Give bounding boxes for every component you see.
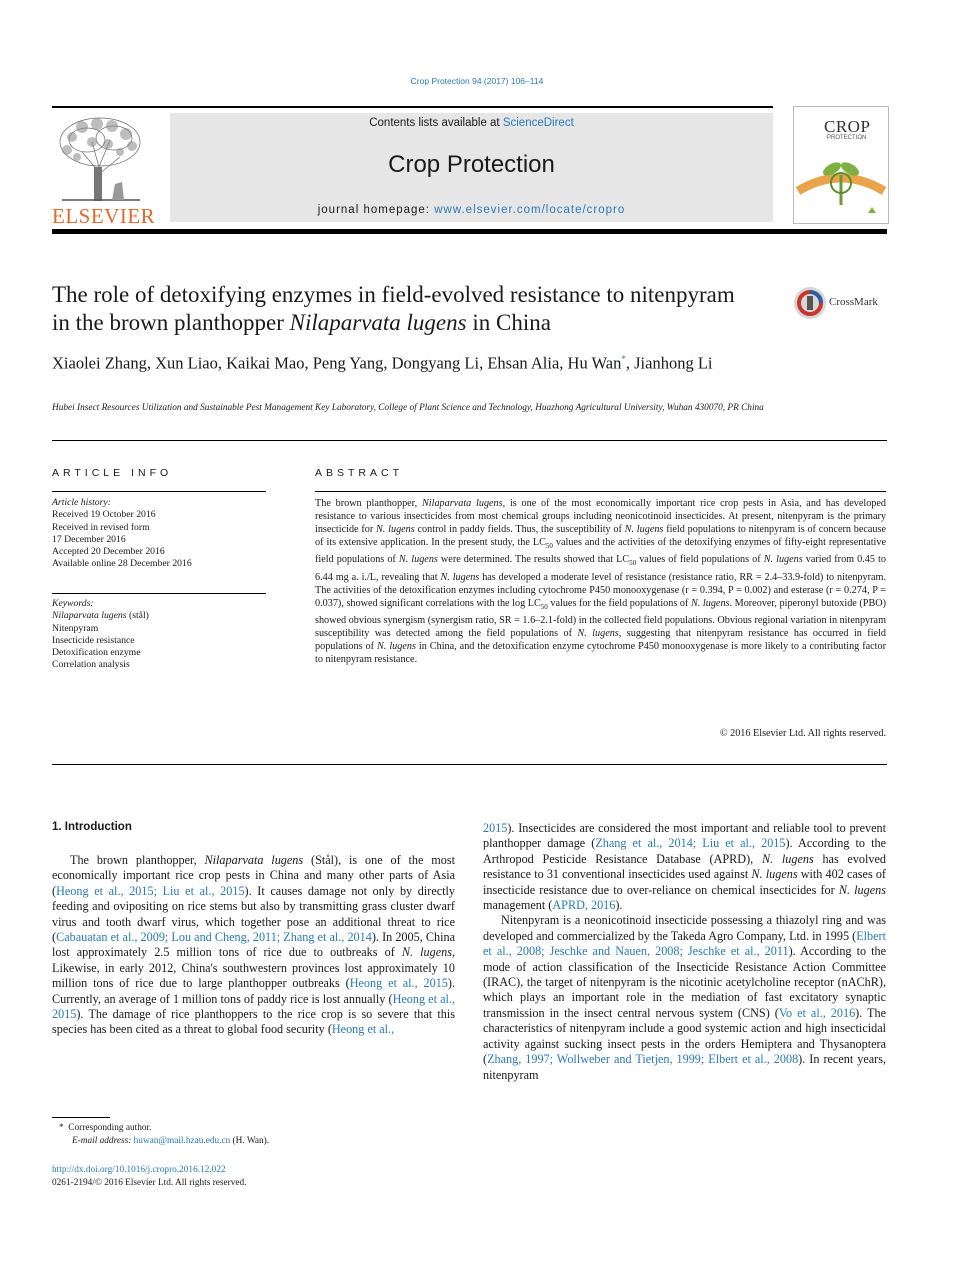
email-link[interactable]: huwan@mail.hzau.edu.cn: [133, 1135, 231, 1146]
authors-text: Xiaolei Zhang, Xun Liao, Kaikai Mao, Peng Yang, Dongyang Li, Ehsan Alia, Hu Wan: [52, 353, 622, 373]
journal-cover: [793, 106, 889, 224]
corresponding-author-mark[interactable]: *: [621, 354, 626, 364]
article-info-rule: [52, 491, 266, 492]
history-label: Article history:: [52, 497, 111, 508]
keyword-item: Detoxification enzyme: [52, 647, 141, 659]
keyword-authority: (stål): [126, 610, 149, 622]
history-item: Available online 28 December 2016: [52, 558, 192, 570]
cover-seedling-icon: [794, 145, 888, 223]
footnote: [52, 1122, 452, 1147]
keywords-label: Keywords:: [52, 598, 94, 609]
footnote-corresponding-text: Corresponding author.: [68, 1123, 152, 1133]
crossmark-badge[interactable]: [793, 286, 893, 322]
abstract-rule: [315, 491, 886, 492]
footnote-mark: *: [58, 1123, 64, 1133]
article-info-heading: ARTICLE INFO: [52, 467, 173, 479]
introduction-heading: 1. Introduction: [52, 821, 132, 833]
homepage-line: [170, 204, 773, 216]
contents-line: [170, 117, 773, 129]
keyword-item: Nitenpyram: [52, 622, 99, 634]
citation-link[interactable]: Zhang, 1997; Wollweber and Tietjen, 1999; Elbert et al., 2008: [487, 1052, 799, 1067]
citation-link[interactable]: Heong et al., 2015; Liu et al., 2015: [56, 883, 245, 898]
cover-subtitle: PROTECTION: [827, 135, 867, 141]
cover-title: CROP: [824, 117, 871, 136]
footnote-email: [52, 1135, 452, 1148]
affiliation-rule: [52, 440, 887, 441]
citation-link[interactable]: APRD, 2016: [552, 898, 616, 913]
article-history: [52, 497, 262, 571]
intro-paragraph-2: Nitenpyram is a neonicotinoid insecticide possessing a thiazolyl ring and was developed and commercialized by the Takeda Agro Company, Ltd. in 1995 (Elbert et al., 2008; Jeschke and Nauen, 2008; Jeschke et al., 2011). According to the mode of action classification of the Insecticide Resistance Action Committee (IRAC), the target of nitenpyram is the nicotinic acetylcholine receptor (nAChR), which plays an important role in the mediation of fast excitatory synaptic transmission in the insect central nervous system (CNS) (Vo et al., 2016). The characteristics of nitenpyram include a good systemic action and high insecticidal activity against sucking insect pests in the orders Hemiptera and Thysanoptera (Zhang, 1997; Wollweber and Tietjen, 1999; Elbert et al., 2008). In recent years, nitenpyram: [483, 913, 886, 1082]
keyword-item: [52, 610, 262, 622]
email-suffix: (H. Wan).: [230, 1135, 270, 1146]
email-label: E-mail address:: [72, 1135, 134, 1146]
authors-text-end: , Jianhong Li: [625, 353, 713, 373]
elsevier-logo: [52, 112, 156, 228]
citation-link[interactable]: Vo et al., 2016: [778, 1005, 856, 1020]
homepage-prefix: journal homepage:: [317, 204, 435, 216]
keyword-item: Insecticide resistance: [52, 634, 135, 646]
abstract-copyright: © 2016 Elsevier Ltd. All rights reserved.: [719, 728, 886, 739]
intro-paragraph-1-cont: 2015). Insecticides are considered the most important and reliable tool to prevent planthopper damage (Zhang et al., 2014; Liu et al., 2015). According to the Arthropod Pesticide Resistance Database (APRD), N. lugens has evolved resistance to 31 conventional insecticides used against N. lugens with 402 cases of insecticide resistance due to over-reliance on chemical insecticides for N. lugens management (APRD, 2016).: [483, 821, 887, 913]
title-species: Nilaparvata lugens: [289, 310, 467, 335]
title-text-end: in China: [466, 310, 551, 335]
keywords-rule: [52, 593, 266, 594]
citation-link[interactable]: Cabauatan et al., 2009; Lou and Cheng, 2011; Zhang et al., 2014: [56, 930, 372, 945]
journal-reference[interactable]: Crop Protection 94 (2017) 106–114: [410, 76, 544, 86]
abstract-bottom-rule: [52, 764, 887, 765]
crossmark-icon: [793, 286, 827, 320]
doi-block: [52, 1164, 452, 1190]
citation-link[interactable]: Elbert et al., 2008; Jeschke and Nauen, 2008; Jeschke et al., 2011: [483, 928, 886, 959]
history-item: Received 19 October 2016: [52, 509, 156, 521]
contents-prefix: Contents lists available at: [369, 117, 503, 129]
citation-link[interactable]: Heong et al., 2015: [349, 976, 448, 991]
abstract-text: The brown planthopper, Nilaparvata lugens, is one of the most economically important rice crop pests in Asia, and has developed resistance to various insecticides from most chemical groups including neonicotinoid insecticides. At present, nitenpyram is the primary insecticide for N. lugens control in paddy fields. Thus, the susceptibility of N. lugens field populations to nitenpyram is of concern because of its extensive application. In the present study, the $LC_{50}$ values and the activities of the detoxifying enzymes of fifty-eight representative field populations of N. lugens were determined. The results showed that $LC_{50}$ values of field populations of N. lugens varied from 0.45 to 6.44 mg a. i./L, revealing that N. lugens has developed a moderate level of resistance (resistance ratio, RR = 2.4–33.9-fold) to nitenpyram. The activities of the detoxification enzymes including cytochrome P450 monooxygenase (r = 0.394, P = 0.002) and esterase (r = 0.274, P = 0.037), showed significant correlations with the $\log LC_{50}$ values for the field populations of N. lugens. Moreover, piperonyl butoxide (PBO) showed obvious synergism (synergism ratio, SR = 1.6–2.1-fold) in the collected field populations. Obvious regional variation in nitenpyram susceptibility was detected among the field populations of N. lugens, suggesting that nitenpyram resistance has occurred in field populations of N. lugens in China, and the detoxification enzyme cytochrome P450 monooxygenase is more likely to a contributing factor to nitenpyram resistance.: [315, 498, 887, 666]
issn-copyright: 0261-2194/© 2016 Elsevier Ltd. All rights reserved.: [52, 1178, 247, 1188]
history-item: Received in revised form: [52, 521, 150, 533]
history-item: 17 December 2016: [52, 533, 126, 545]
doi-link[interactable]: http://dx.doi.org/10.1016/j.cropro.2016.12.022: [52, 1165, 226, 1175]
journal-title: Crop Protection: [388, 151, 555, 178]
affiliation: Hubei Insect Resources Utilization and Sustainable Pest Management Key Laboratory, College of Plant Science and Technology, Huazhong Agricultural University, Wuhan 430070, PR China: [52, 403, 764, 413]
intro-paragraph-1: The brown planthopper, Nilaparvata lugens (Stål), is one of the most economically important rice crop pests in China and many other parts of Asia (Heong et al., 2015; Liu et al., 2015). It causes damage not only by directly feeding and ovipositing on rice stems but also by transmitting grass cluster dwarf virus and tooth dwarf virus, which together pose an additional threat to rice (Cabauatan et al., 2009; Lou and Cheng, 2011; Zhang et al., 2014). In 2005, China lost approximately 2.5 million tons of rice due to outbreaks of N. lugens, Likewise, in early 2012, China's southwestern provinces lost approximately 10 million tons of rice due to large planthopper outbreaks (Heong et al., 2015). Currently, an average of 1 million tons of paddy rice is lost annually (Heong et al., 2015). The damage of rice planthoppers to the rice crop is so severe that this species has been cited as a threat to global food security (Heong et al.,: [52, 853, 456, 1037]
citation-link[interactable]: Zhang et al., 2014; Liu et al., 2015: [595, 836, 786, 851]
keyword-item: Correlation analysis: [52, 659, 130, 671]
header-top-rule: [52, 106, 773, 108]
footnote-corresponding: [52, 1122, 452, 1135]
keyword-species: Nilaparvata lugens: [52, 610, 127, 622]
article-title: [52, 281, 752, 337]
author-list: [52, 349, 772, 374]
homepage-link[interactable]: www.elsevier.com/locate/cropro: [434, 204, 626, 216]
title-text: The role of detoxifying enzymes in field-evolved resistance to nitenpyram in the brown planthopper: [52, 282, 735, 335]
elsevier-wordmark: ELSEVIER: [52, 204, 156, 228]
citation-link[interactable]: Heong et al., 2015: [52, 991, 455, 1022]
header-bottom-rule: [52, 229, 887, 234]
crossmark-label: CrossMark: [829, 296, 878, 308]
keywords: [52, 598, 262, 672]
citation-link[interactable]: Heong et al.,: [331, 1022, 395, 1037]
sciencedirect-link[interactable]: ScienceDirect: [502, 117, 574, 129]
history-item: Accepted 20 December 2016: [52, 546, 165, 558]
abstract-heading: ABSTRACT: [315, 467, 404, 479]
intro-right-column: [483, 821, 886, 1083]
citation-link[interactable]: 2015: [483, 821, 508, 835]
journal-header-box: [170, 113, 773, 222]
footnote-rule: [52, 1117, 110, 1118]
